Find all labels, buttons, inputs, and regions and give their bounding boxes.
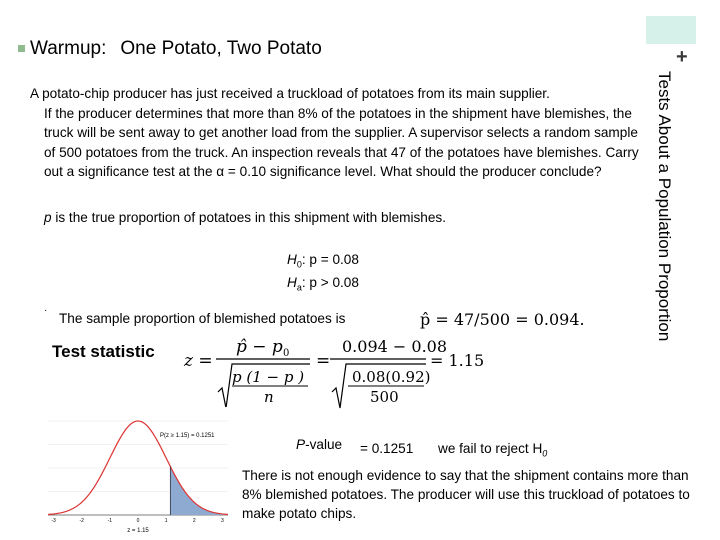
normal-curve: [36, 407, 240, 535]
small-bullet: ·: [44, 305, 48, 316]
denominator-1: p (1 − p ): [232, 368, 305, 386]
numerator-1-sub: 0: [283, 348, 290, 359]
alternative-hypothesis: $H_a$: p > 0.08: [287, 274, 359, 293]
denominator-500: 500: [370, 388, 399, 406]
tick-label: 2: [192, 518, 196, 524]
title-name: One Potato, Two Potato: [120, 38, 322, 59]
sample-proportion-text: The sample proportion of blemished potatoes is: [59, 311, 346, 326]
sample-proportion-equation: [418, 303, 585, 331]
parameter-symbol: p: [44, 210, 52, 225]
tick-label: 0: [136, 518, 140, 524]
side-title-text: Tests About a Population Proportion: [655, 71, 674, 342]
numerator-2: 0.094 − 0.08: [342, 337, 448, 356]
z-formula: [180, 330, 485, 410]
hypotheses: [287, 251, 359, 296]
denominator-2: 0.08(0.92): [352, 368, 431, 386]
conclusion-text: There is not enough evidence to say that the shipment contains more than 8% blemished potatoes. The producer will use this truckload of potatoes to make potato chips.: [242, 468, 690, 521]
tail-annotation: P(z ≥ 1.15) = 0.1251: [160, 433, 215, 439]
problem-rest: If the producer determines that more than 8% of the potatoes in the shipment have blemishes, the truck will be sent away to get another load from the supplier. A supervisor selects a random sample of 500 potatoes from the truck. An inspection reveals that 47 of the potatoes have blemishes. Carry out a significance test at the α = 0.10 significance level. What should the producer conclude?: [44, 105, 639, 179]
accent-bar: [646, 16, 696, 44]
numerator-1: p̂ − p: [236, 337, 283, 357]
problem-first-line: A potato-chip producer has just received a truckload of potatoes from its main supplier.: [30, 86, 550, 101]
axis-label: z = 1.15: [127, 528, 149, 534]
tick-label: -1: [107, 518, 113, 524]
slide-title: [18, 38, 322, 60]
phat-equation-text: p̂ = 47/500 = 0.094.: [420, 310, 585, 329]
tick-label: -3: [51, 518, 56, 524]
denominator-n: n: [264, 388, 274, 406]
title-warmup: Warmup:: [30, 38, 107, 59]
decision-text: we fail to reject $H_0$: [438, 441, 548, 459]
tick-label: 1: [164, 518, 168, 524]
problem-statement: [30, 84, 642, 182]
z-symbol: z =: [184, 351, 213, 371]
null-hypothesis: $H_0$: p = 0.08: [287, 252, 359, 270]
bullet-square-icon: [18, 45, 25, 52]
p-value-label: P-value: [296, 437, 343, 452]
z-result: = 1.15: [430, 351, 485, 370]
tick-label: 3: [220, 518, 224, 524]
svg-text:=: =: [316, 351, 331, 371]
parameter-text: is the true proportion of potatoes in this shipment with blemishes.: [51, 210, 446, 225]
plus-icon: +: [676, 46, 688, 68]
side-title: [644, 65, 684, 485]
p-value-value: = 0.1251: [360, 441, 414, 456]
tick-label: -2: [79, 518, 84, 524]
parameter-definition: [44, 210, 446, 225]
test-statistic-label: Test statistic: [52, 342, 155, 361]
